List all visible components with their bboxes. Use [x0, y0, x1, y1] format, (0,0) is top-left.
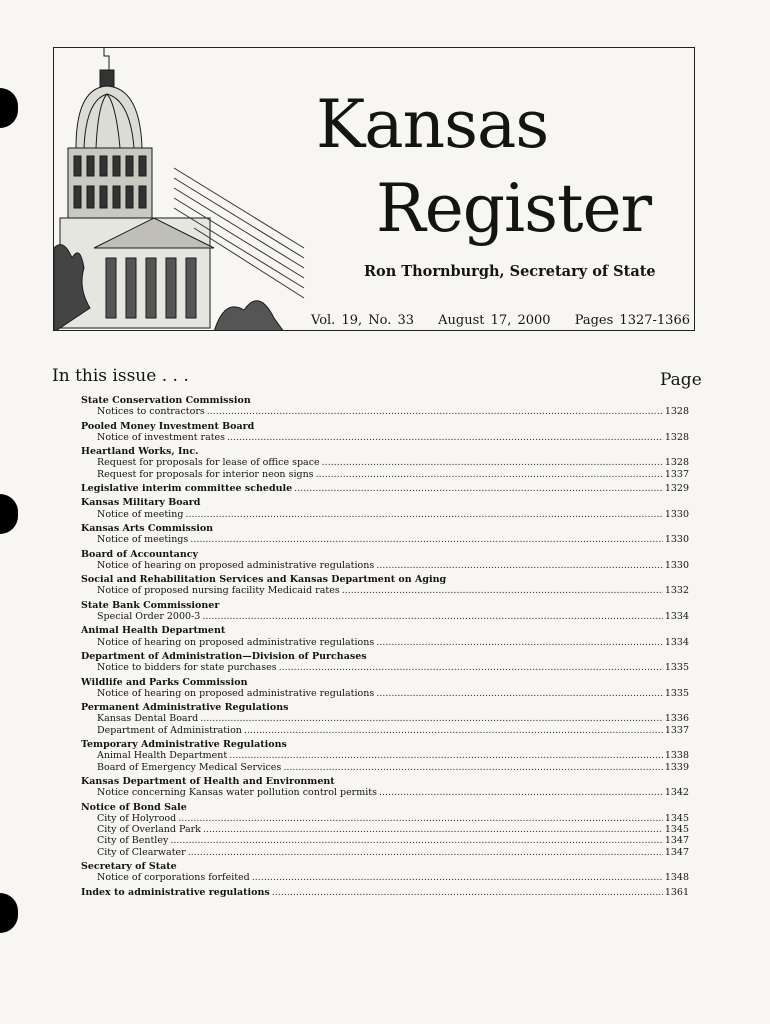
dot-leader	[252, 872, 663, 883]
dot-leader	[229, 750, 663, 761]
toc-page-number: 1329	[664, 483, 689, 495]
dot-leader	[279, 662, 663, 673]
dot-leader	[342, 585, 663, 596]
toc-line	[81, 457, 689, 468]
toc-page-number: 1336	[664, 713, 689, 725]
toc-page-number: 1330	[664, 508, 689, 520]
dot-leader	[322, 457, 663, 468]
toc-entry	[81, 887, 689, 898]
toc-entry	[81, 446, 689, 480]
toc-line	[81, 887, 689, 898]
dot-leader	[379, 787, 663, 798]
dot-leader	[376, 637, 663, 648]
toc-line	[81, 611, 689, 622]
toc-entry	[81, 702, 689, 736]
toc-page-number: 1347	[664, 835, 689, 847]
toc-item-label: Department of Administration	[97, 724, 242, 736]
toc-line	[81, 847, 689, 858]
issue-info	[311, 313, 695, 328]
table-of-contents	[81, 395, 689, 901]
toc-item-label: Notice of hearing on proposed administrative regulations	[97, 559, 375, 571]
toc-item-label: Index to administrative regulations	[81, 886, 270, 898]
toc-line	[81, 662, 689, 673]
masthead-title-line1: Kansas	[316, 86, 549, 163]
dot-leader	[376, 560, 663, 571]
dot-leader	[376, 688, 663, 699]
dot-leader	[202, 611, 662, 622]
toc-entry	[81, 802, 689, 858]
toc-page-number: 1339	[664, 761, 689, 773]
toc-entry	[81, 600, 689, 623]
toc-line	[81, 835, 689, 846]
dot-leader	[185, 509, 662, 520]
toc-line	[81, 713, 689, 724]
toc-page-number: 1361	[664, 886, 689, 898]
toc-item-label: Notice of hearing on proposed administrative regulations	[97, 687, 375, 699]
toc-line	[81, 560, 689, 571]
toc-page-number: 1330	[664, 559, 689, 571]
toc-line	[81, 432, 689, 443]
toc-line	[81, 483, 689, 494]
page-column-heading: Page	[660, 370, 702, 390]
masthead	[53, 47, 695, 331]
toc-page-number: 1334	[664, 636, 689, 648]
toc-line	[81, 824, 689, 835]
toc-line	[81, 872, 689, 883]
toc-item-label: Animal Health Department	[97, 750, 228, 762]
toc-entry	[81, 574, 689, 597]
contents-heading: In this issue . . .	[52, 366, 189, 386]
toc-agency: Department of Administration—Division of Purchases	[81, 650, 367, 662]
toc-page-number: 1337	[664, 468, 689, 480]
toc-agency: Wildlife and Parks Commission	[81, 676, 248, 688]
toc-agency: Secretary of State	[81, 860, 177, 872]
dot-leader	[170, 835, 662, 846]
toc-line	[81, 469, 689, 480]
page-range: Pages 1327-1366	[574, 313, 690, 328]
punch-hole	[0, 494, 18, 534]
toc-agency: Temporary Administrative Regulations	[81, 739, 287, 751]
toc-item-label: Notice of hearing on proposed administrative regulations	[97, 636, 375, 648]
masthead-title-line2: Register	[376, 170, 652, 247]
toc-page-number: 1328	[664, 431, 689, 443]
toc-agency: Pooled Money Investment Board	[81, 420, 255, 432]
toc-page-number: 1348	[664, 872, 689, 884]
toc-line	[81, 750, 689, 761]
toc-entry	[81, 483, 689, 494]
toc-agency: Heartland Works, Inc.	[81, 446, 199, 458]
dot-leader	[200, 713, 663, 724]
toc-page-number: 1342	[664, 787, 689, 799]
toc-agency: Social and Rehabilitation Services and Kansas Department on Aging	[81, 574, 447, 586]
toc-agency: Notice of Bond Sale	[81, 801, 187, 813]
toc-page-number: 1334	[664, 611, 689, 623]
toc-entry	[81, 523, 689, 546]
toc-line	[81, 534, 689, 545]
dot-leader	[203, 824, 663, 835]
dot-leader	[294, 483, 663, 494]
toc-entry	[81, 625, 689, 648]
toc-page-number: 1345	[664, 812, 689, 824]
toc-line	[81, 509, 689, 520]
toc-item-label: Kansas Dental Board	[97, 713, 199, 725]
toc-item-label: City of Holyrood	[97, 812, 177, 824]
punch-hole	[0, 88, 18, 128]
toc-agency: Kansas Department of Health and Environment	[81, 775, 335, 787]
toc-item-label: Notice of investment rates	[97, 431, 226, 443]
toc-item-label: Request for proposals for lease of office space	[97, 457, 320, 469]
toc-line	[81, 725, 689, 736]
toc-line	[81, 637, 689, 648]
toc-page-number: 1338	[664, 750, 689, 762]
toc-entry	[81, 395, 689, 418]
toc-entry	[81, 861, 689, 884]
toc-entry	[81, 651, 689, 674]
dot-leader	[178, 813, 663, 824]
toc-entry	[81, 497, 689, 520]
toc-item-label: Notice of meeting	[97, 508, 184, 520]
toc-entry	[81, 776, 689, 799]
toc-item-label: Notice of corporations forfeited	[97, 872, 250, 884]
toc-line	[81, 813, 689, 824]
punch-hole	[0, 893, 18, 933]
dot-leader	[188, 847, 663, 858]
toc-page-number: 1328	[664, 406, 689, 418]
toc-item-label: Notice to bidders for state purchases	[97, 662, 277, 674]
dot-leader	[272, 887, 663, 898]
toc-item-label: City of Clearwater	[97, 846, 186, 858]
issue-date: August 17, 2000	[438, 313, 551, 328]
toc-entry	[81, 421, 689, 444]
toc-agency: Kansas Arts Commission	[81, 522, 214, 534]
toc-line	[81, 762, 689, 773]
toc-entry	[81, 549, 689, 572]
toc-item-label: Board of Emergency Medical Services	[97, 761, 282, 773]
toc-page-number: 1337	[664, 724, 689, 736]
secretary-of-state: Ron Thornburgh, Secretary of State	[364, 263, 656, 280]
toc-page-number: 1332	[664, 585, 689, 597]
toc-line	[81, 688, 689, 699]
toc-page-number: 1347	[664, 846, 689, 858]
dot-leader	[316, 469, 663, 480]
toc-agency: Animal Health Department	[81, 625, 226, 637]
toc-item-label: Legislative interim committee schedule	[81, 483, 293, 495]
capitol-building-illustration	[54, 48, 354, 331]
toc-item-label: Request for proposals for interior neon signs	[97, 468, 314, 480]
volume-number: Vol. 19, No. 33	[311, 313, 415, 328]
toc-item-label: Special Order 2000-3	[97, 611, 201, 623]
toc-line	[81, 585, 689, 596]
toc-page-number: 1335	[664, 662, 689, 674]
toc-agency: State Bank Commissioner	[81, 599, 220, 611]
toc-entry	[81, 739, 689, 773]
toc-page-number: 1335	[664, 687, 689, 699]
toc-item-label: City of Bentley	[97, 835, 169, 847]
toc-entry	[81, 677, 689, 700]
toc-page-number: 1328	[664, 457, 689, 469]
toc-page-number: 1345	[664, 824, 689, 836]
toc-line	[81, 787, 689, 798]
toc-item-label: Notice of proposed nursing facility Medicaid rates	[97, 585, 340, 597]
toc-agency: Board of Accountancy	[81, 548, 199, 560]
toc-agency: Permanent Administrative Regulations	[81, 702, 289, 714]
toc-item-label: City of Overland Park	[97, 824, 201, 836]
dot-leader	[244, 725, 663, 736]
dot-leader	[190, 534, 663, 545]
toc-item-label: Notice concerning Kansas water pollution control permits	[97, 787, 377, 799]
toc-item-label: Notice of meetings	[97, 534, 189, 546]
toc-line	[81, 406, 689, 417]
dot-leader	[283, 762, 663, 773]
toc-agency: Kansas Military Board	[81, 497, 201, 509]
toc-agency: State Conservation Commission	[81, 395, 251, 406]
dot-leader	[227, 432, 663, 443]
toc-page-number: 1330	[664, 534, 689, 546]
dot-leader	[207, 406, 663, 417]
toc-item-label: Notices to contractors	[97, 406, 205, 418]
